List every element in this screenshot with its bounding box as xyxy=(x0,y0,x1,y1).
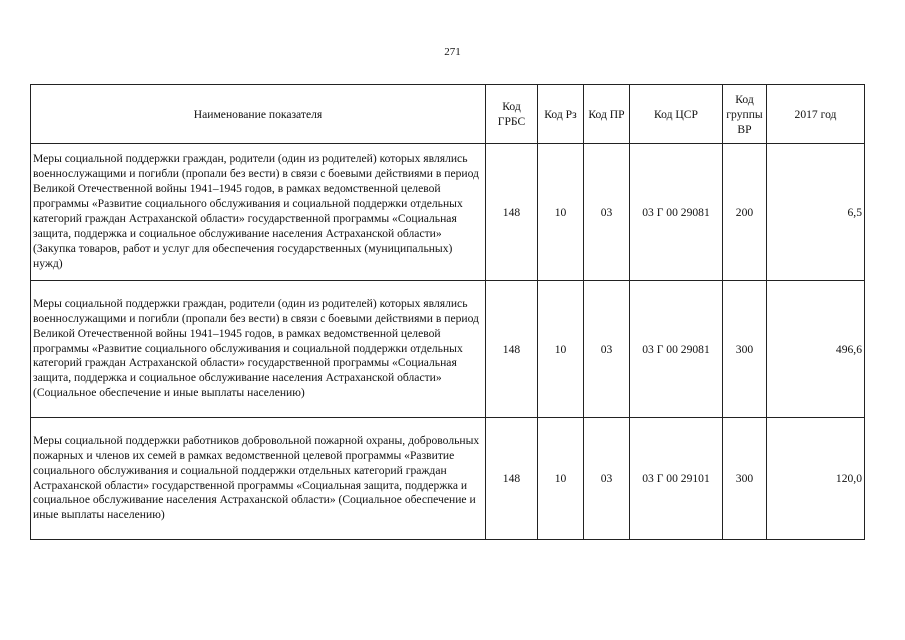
table-row xyxy=(31,281,865,418)
row-csr: 03 Г 00 29081 xyxy=(630,144,723,281)
row-grbs: 148 xyxy=(486,144,538,281)
row-pr: 03 xyxy=(584,281,630,418)
row-vr: 200 xyxy=(723,144,767,281)
row-rz: 10 xyxy=(538,418,584,540)
row-rz: 10 xyxy=(538,144,584,281)
header-name: Наименование показателя xyxy=(31,85,486,144)
header-grbs: Код ГРБС xyxy=(486,85,538,144)
row-vr: 300 xyxy=(723,281,767,418)
budget-table xyxy=(30,84,865,540)
header-year: 2017 год xyxy=(767,85,865,144)
row-amount: 496,6 xyxy=(767,281,865,418)
row-name: Меры социальной поддержки граждан, родители (один из родителей) которых являлись военнослужащими и погибли (пропали без вести) в связи с боевыми действиями в период Великой Отечественной войны 1941–1945 годов, в рамках ведомственной целевой программы «Развитие социального обслуживания и социальной поддержки отдельных категорий граждан Астраханской области» государственной программы «Социальная защита, поддержка и социальное обслуживание населения Астраханской области» (Социальное обеспечение и иные выплаты населению) xyxy=(31,281,486,418)
page-number: 271 xyxy=(444,46,461,58)
row-pr: 03 xyxy=(584,144,630,281)
row-vr: 300 xyxy=(723,418,767,540)
row-csr: 03 Г 00 29101 xyxy=(630,418,723,540)
header-rz: Код Рз xyxy=(538,85,584,144)
row-amount: 120,0 xyxy=(767,418,865,540)
header-vr: Код группы ВР xyxy=(723,85,767,144)
row-pr: 03 xyxy=(584,418,630,540)
row-amount: 6,5 xyxy=(767,144,865,281)
row-grbs: 148 xyxy=(486,418,538,540)
row-grbs: 148 xyxy=(486,281,538,418)
table-row xyxy=(31,418,865,540)
header-csr: Код ЦСР xyxy=(630,85,723,144)
row-name: Меры социальной поддержки работников добровольной пожарной охраны, добровольных пожарных и членов их семей в рамках ведомственной целевой программы «Развитие социального обслуживания и социальной поддержки отдельных категорий граждан Астраханской области» государственной программы «Социальная защита, поддержка и социальное обслуживание населения Астраханской области» (Социальное обеспечение и иные выплаты населению) xyxy=(31,418,486,540)
header-pr: Код ПР xyxy=(584,85,630,144)
table-row xyxy=(31,144,865,281)
row-csr: 03 Г 00 29081 xyxy=(630,281,723,418)
table-header-row xyxy=(31,85,865,144)
row-name: Меры социальной поддержки граждан, родители (один из родителей) которых являлись военнослужащими и погибли (пропали без вести) в связи с боевыми действиями в период Великой Отечественной войны 1941–1945 годов, в рамках ведомственной целевой программы «Развитие социального обслуживания и социальной поддержки отдельных категорий граждан Астраханской области» государственной программы «Социальная защита, поддержка и социальное обслуживание населения Астраханской области» (Закупка товаров, работ и услуг для обеспечения государственных (муниципальных) нужд) xyxy=(31,144,486,281)
row-rz: 10 xyxy=(538,281,584,418)
